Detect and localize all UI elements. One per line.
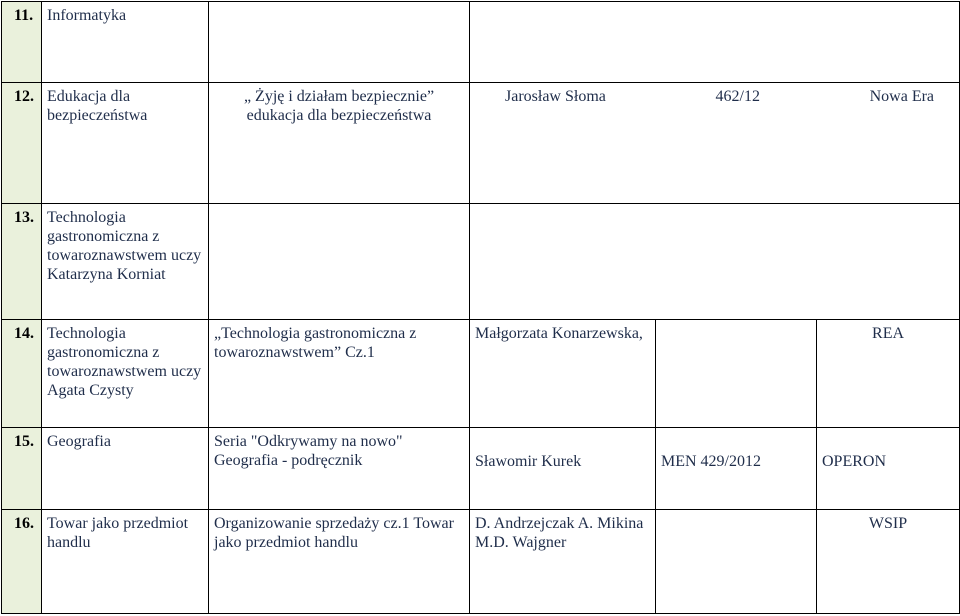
table-row (2, 83, 960, 204)
publisher-cell: REA (817, 320, 960, 428)
title-cell (209, 204, 470, 320)
row-number: 11. (2, 2, 42, 83)
table-row (2, 2, 960, 83)
title-cell (209, 2, 470, 83)
subject-cell: Towar jako przedmiot handlu (42, 510, 209, 614)
subject-cell: Edukacja dla bezpieczeństwa (42, 83, 209, 204)
publisher-text: OPERON (822, 453, 887, 470)
row-number: 13. (2, 204, 42, 320)
subject-cell: Technologia gastronomiczna z towaroznawstwem uczy Katarzyna Korniat (42, 204, 209, 320)
author-text: Jarosław Słoma (505, 88, 606, 105)
table-row (2, 320, 960, 428)
approval-cell (656, 320, 817, 428)
row-number: 16. (2, 510, 42, 614)
row-number: 12. (2, 83, 42, 204)
author-text: Sławomir Kurek (475, 453, 582, 470)
details-cell (470, 83, 960, 204)
approval-text: 462/12 (715, 88, 760, 105)
title-cell: „ Żyję i działam bezpiecznie” edukacja dla bezpieczeństwa (209, 83, 470, 204)
author-cell: Małgorzata Konarzewska, (470, 320, 656, 428)
subject-cell: Technologia gastronomiczna z towaroznawstwem uczy Agata Czysty (42, 320, 209, 428)
approval-cell (656, 428, 817, 510)
approval-text: MEN 429/2012 (661, 453, 761, 470)
title-cell: „Technologia gastronomiczna z towaroznawstwem” Cz.1 (209, 320, 470, 428)
subject-cell: Geografia (42, 428, 209, 510)
author-cell (470, 428, 656, 510)
publisher-cell: WSIP (817, 510, 960, 614)
title-cell: Organizowanie sprzedaży cz.1 Towar jako przedmiot handlu (209, 510, 470, 614)
details-cell (470, 204, 960, 320)
row-number: 14. (2, 320, 42, 428)
publisher-text: Nowa Era (869, 88, 935, 105)
subject-cell: Informatyka (42, 2, 209, 83)
table-row (2, 428, 960, 510)
row-number: 15. (2, 428, 42, 510)
table-row (2, 510, 960, 614)
details-cell (470, 2, 960, 83)
textbook-table (1, 1, 960, 614)
approval-cell (656, 510, 817, 614)
table-row (2, 204, 960, 320)
title-cell: Seria "Odkrywamy na nowo" Geografia - podręcznik (209, 428, 470, 510)
author-cell: D. Andrzejczak A. Mikina M.D. Wajgner (470, 510, 656, 614)
publisher-cell (817, 428, 960, 510)
